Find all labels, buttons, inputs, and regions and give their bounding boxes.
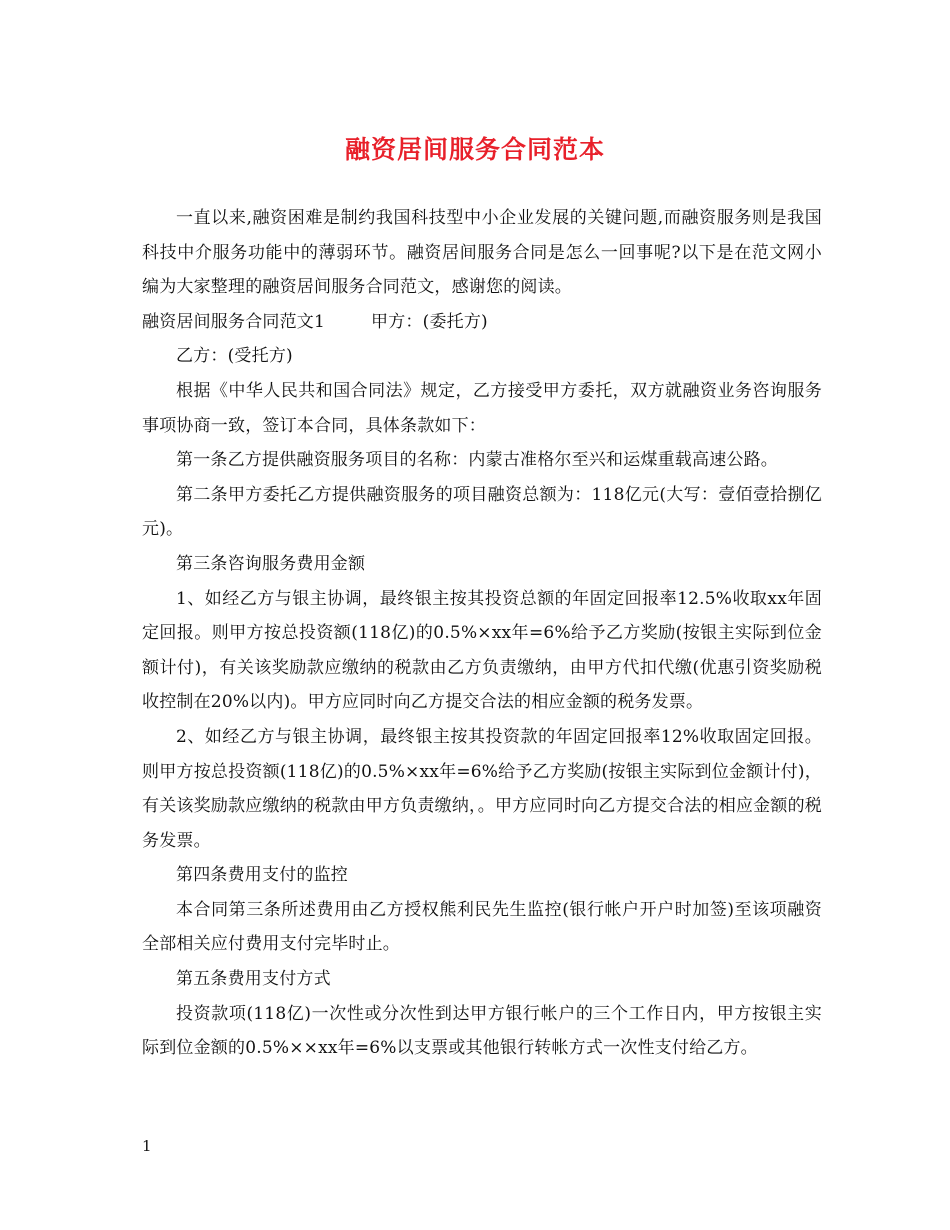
- article-5-heading: 第五条费用支付方式: [176, 969, 331, 990]
- article-3-heading: 第三条咨询服务费用金额: [176, 553, 366, 574]
- party-a: 甲方：(委托方): [371, 311, 488, 332]
- party-b: 乙方：(受托方): [176, 346, 293, 367]
- page-number: 1: [142, 1137, 152, 1155]
- sample-heading-line: [142, 305, 822, 340]
- article-4-body: 本合同第三条所述费用由乙方授权熊利民先生监控(银行帐户开户时加签)至该项融资全部相关应付费用支付完毕时止。: [142, 899, 822, 955]
- document-body: [142, 201, 822, 1066]
- article-5-body: 投资款项(118亿)一次性或分次性到达甲方银行帐户的三个工作日内，甲方按银主实际到位金额的0.5%××xx年=6%以支票或其他银行转帐方式一次性支付给乙方。: [142, 1003, 822, 1059]
- article-4-heading: 第四条费用支付的监控: [176, 865, 348, 886]
- article-3-item-2: 2、如经乙方与银主协调，最终银主按其投资款的年固定回报率12%收取固定回报。则甲方按总投资额(118亿)的0.5%×xx年=6%给予乙方奖励(按银主实际到位金额计付)，有关该奖励款应缴纳的税款由甲方负责缴纳，。甲方应同时向乙方提交合法的相应金额的税务发票。: [142, 726, 822, 851]
- article-1: 第一条乙方提供融资服务项目的名称：内蒙古准格尔至兴和运煤重载高速公路。: [176, 450, 778, 471]
- article-2: 第二条甲方委托乙方提供融资服务的项目融资总额为：118亿元(大写：壹佰壹拾捌亿元)。: [142, 484, 822, 540]
- document-title: 融资居间服务合同范本: [344, 135, 605, 164]
- sample-heading: 融资居间服务合同范文1: [142, 311, 326, 332]
- article-3-item-1: 1、如经乙方与银主协调，最终银主按其投资总额的年固定回报率12.5%收取xx年固定回报。则甲方按总投资额(118亿)的0.5%×xx年=6%给予乙方奖励(按银主实际到位金额计付)，有关该奖励款应缴纳的税款由乙方负责缴纳，由甲方代扣代缴(优惠引资奖励税收控制在20%以内)。甲方应同时向乙方提交合法的相应金额的税务发票。: [142, 588, 822, 713]
- intro-paragraph: 一直以来,融资困难是制约我国科技型中小企业发展的关键问题,而融资服务则是我国科技中介服务功能中的薄弱环节。融资居间服务合同是怎么一回事呢?以下是在范文网小编为大家整理的融资居间服务合同范文，感谢您的阅读。: [142, 208, 822, 298]
- preamble-paragraph: 根据《中华人民共和国合同法》规定，乙方接受甲方委托，双方就融资业务咨询服务事项协商一致，签订本合同，具体条款如下：: [142, 380, 822, 436]
